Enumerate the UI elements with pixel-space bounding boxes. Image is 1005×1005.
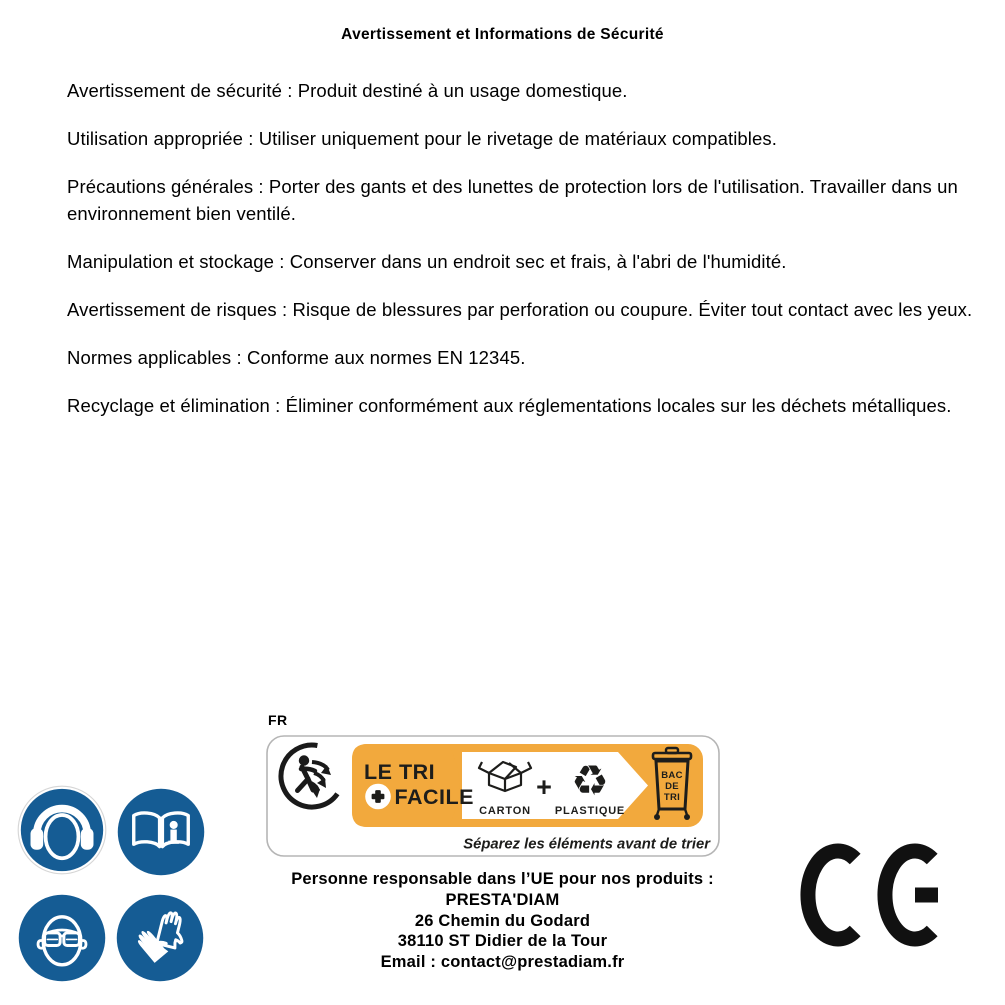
- paragraph-risk-warning: Avertissement de risques : Risque de blessures par perforation ou coupure. Éviter tout contact avec les yeux.: [67, 299, 973, 320]
- sorting-instruction-text: Séparez les éléments avant de trier: [463, 836, 710, 853]
- sorting-bin-icon: [653, 748, 691, 820]
- paragraph-general-precautions: Précautions générales : Porter des gants et des lunettes de protection lors de l'utilisation. Travailler dans un environnement bien ventilé.: [67, 176, 958, 224]
- label-title-line2: FACILE: [394, 785, 474, 809]
- paragraph-handling-storage: Manipulation et stockage : Conserver dans un endroit sec et frais, à l'abri de l'humidité.: [67, 251, 787, 272]
- page-title: Avertissement et Informations de Sécurité: [341, 26, 664, 43]
- material-carton-label: CARTON: [479, 805, 531, 817]
- responsible-person-block: [242, 869, 763, 973]
- paragraph-safety-warning: Avertissement de sécurité : Produit destiné à un usage domestique.: [67, 80, 628, 101]
- bin-text-line2: DE: [665, 781, 679, 792]
- responsible-company: PRESTA'DIAM: [445, 890, 560, 909]
- responsible-heading: Personne responsable dans l’UE pour nos produits :: [291, 870, 714, 888]
- responsible-street: 26 Chemin du Godard: [414, 911, 591, 930]
- read-instruction-manual-icon: [114, 785, 208, 879]
- wear-protective-gloves-icon: [113, 891, 207, 985]
- responsible-city: 38110 ST Didier de la Tour: [397, 932, 608, 951]
- label-title-line1: LE TRI: [364, 760, 436, 784]
- materials-separator-plus: +: [536, 772, 552, 802]
- ce-mark-icon: [791, 840, 961, 960]
- bin-text-line1: BAC: [661, 770, 683, 781]
- country-code-fr: FR: [268, 712, 288, 728]
- wear-eye-protection-icon: [15, 891, 109, 985]
- paragraph-recycling: Recyclage et élimination : Éliminer conformément aux réglementations locales sur les déchets métalliques.: [67, 395, 952, 416]
- sorting-instructions-label: [264, 732, 724, 860]
- bin-text-line3: TRI: [663, 792, 681, 803]
- responsible-email: Email : contact@prestadiam.fr: [380, 953, 625, 972]
- safety-text-block: [67, 77, 975, 440]
- wear-ear-protection-icon: [15, 783, 109, 877]
- paragraph-standards: Normes applicables : Conforme aux normes EN 12345.: [67, 347, 526, 368]
- paragraph-appropriate-use: Utilisation appropriée : Utiliser uniquement pour le rivetage de matériaux compatibles.: [67, 128, 778, 149]
- material-plastique-label: PLASTIQUE: [554, 805, 626, 817]
- recycling-arrows-icon: ♻: [571, 756, 609, 805]
